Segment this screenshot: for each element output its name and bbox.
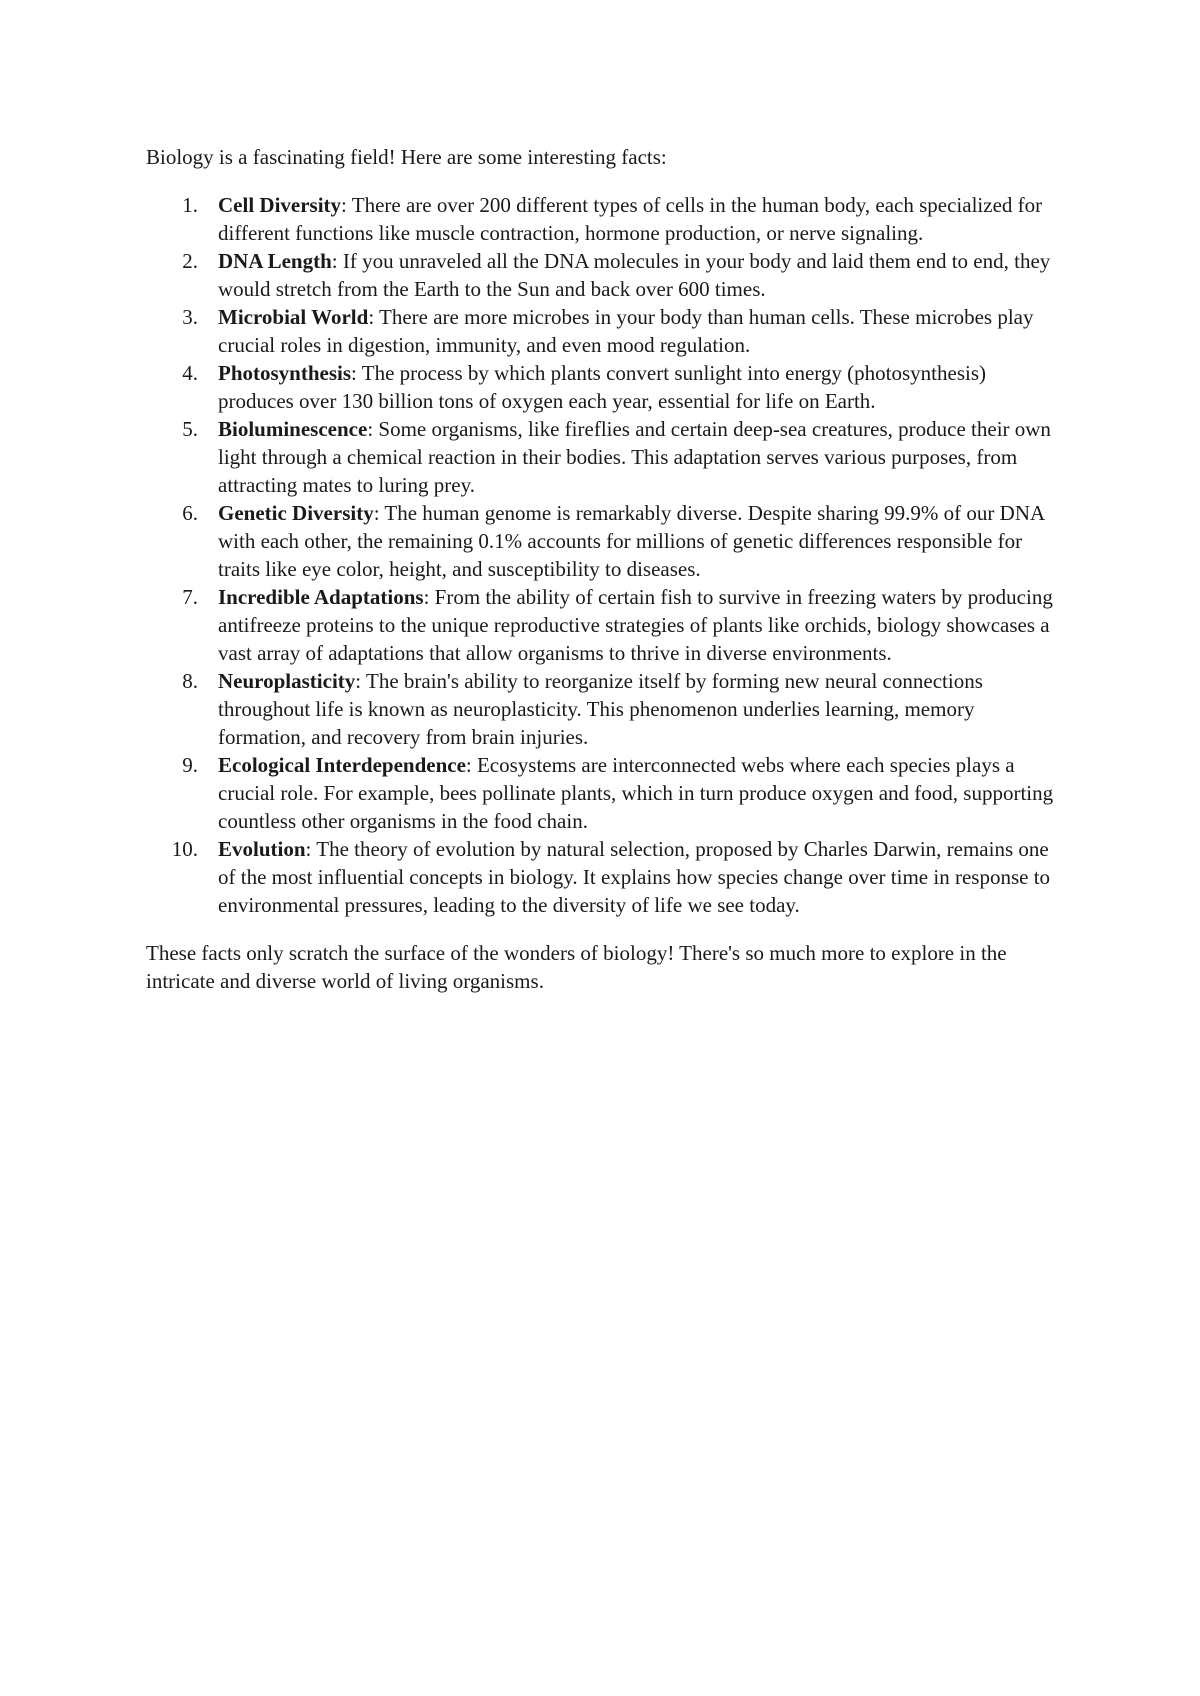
intro-paragraph: Biology is a fascinating field! Here are some interesting facts: [146,145,667,169]
fact-term: Photosynthesis [218,361,352,385]
document-page [146,143,1066,995]
list-number: 5. [182,417,198,441]
list-number: 2. [182,249,198,273]
fact-term: Cell Diversity [218,193,342,217]
fact-text: : The human genome is remarkably diverse. Despite sharing 99.9% of our DNA with each other, the remaining 0.1% accounts for millions of genetic differences responsible for traits like eye color, height, and susceptibility to diseases. [218,501,1044,581]
list-item [146,415,1066,499]
list-item [146,835,1066,919]
fact-term: Ecological Interdependence [218,753,466,777]
list-number: 3. [182,305,198,329]
list-item [146,751,1066,835]
list-item [146,191,1066,247]
list-number: 6. [182,501,198,525]
list-number: 4. [182,361,198,385]
fact-term: Microbial World [218,305,369,329]
list-item [146,359,1066,415]
fact-text: : The theory of evolution by natural selection, proposed by Charles Darwin, remains one of the most influential concepts in biology. It explains how species change over time in response to environmental pressures, leading to the diversity of life we see today. [218,837,1051,917]
list-number: 1. [182,193,198,217]
list-item [146,303,1066,359]
fact-text: : There are over 200 different types of cells in the human body, each specialized for different functions like muscle contraction, hormone production, or nerve signaling. [218,193,1043,245]
fact-text: : Ecosystems are interconnected webs where each species plays a crucial role. For example, bees pollinate plants, which in turn produce oxygen and food, supporting countless other organisms in the food chain. [218,753,1054,833]
fact-text: : Some organisms, like fireflies and certain deep-sea creatures, produce their own light through a chemical reaction in their bodies. This adaptation serves various purposes, from attracting mates to luring prey. [218,417,1051,497]
fact-term: Neuroplasticity [218,669,356,693]
fact-term: DNA Length [218,249,332,273]
list-item [146,499,1066,583]
fact-text: : From the ability of certain fish to survive in freezing waters by producing antifreeze proteins to the unique reproductive strategies of plants like orchids, biology showcases a vast array of adaptations that allow organisms to thrive in diverse environments. [218,585,1053,665]
fact-term: Incredible Adaptations [218,585,424,609]
facts-list [146,191,1066,919]
fact-text: : The brain's ability to reorganize itself by forming new neural connections throughout life is known as neuroplasticity. This phenomenon underlies learning, memory formation, and recovery from brain injuries. [218,669,983,749]
list-item [146,247,1066,303]
list-number: 9. [182,753,198,777]
fact-text: : The process by which plants convert sunlight into energy (photosynthesis) produces over 130 billion tons of oxygen each year, essential for life on Earth. [218,361,986,413]
fact-term: Evolution [218,837,306,861]
fact-text: : There are more microbes in your body than human cells. These microbes play crucial roles in digestion, immunity, and even mood regulation. [218,305,1034,357]
fact-term: Bioluminescence [218,417,368,441]
list-item [146,667,1066,751]
list-number: 7. [182,585,198,609]
list-number: 8. [182,669,198,693]
list-number: 10. [171,837,198,861]
closing-paragraph: These facts only scratch the surface of the wonders of biology! There's so much more to explore in the intricate and diverse world of living organisms. [146,941,1007,993]
fact-text: : If you unraveled all the DNA molecules in your body and laid them end to end, they would stretch from the Earth to the Sun and back over 600 times. [218,249,1051,301]
list-item [146,583,1066,667]
fact-term: Genetic Diversity [218,501,374,525]
